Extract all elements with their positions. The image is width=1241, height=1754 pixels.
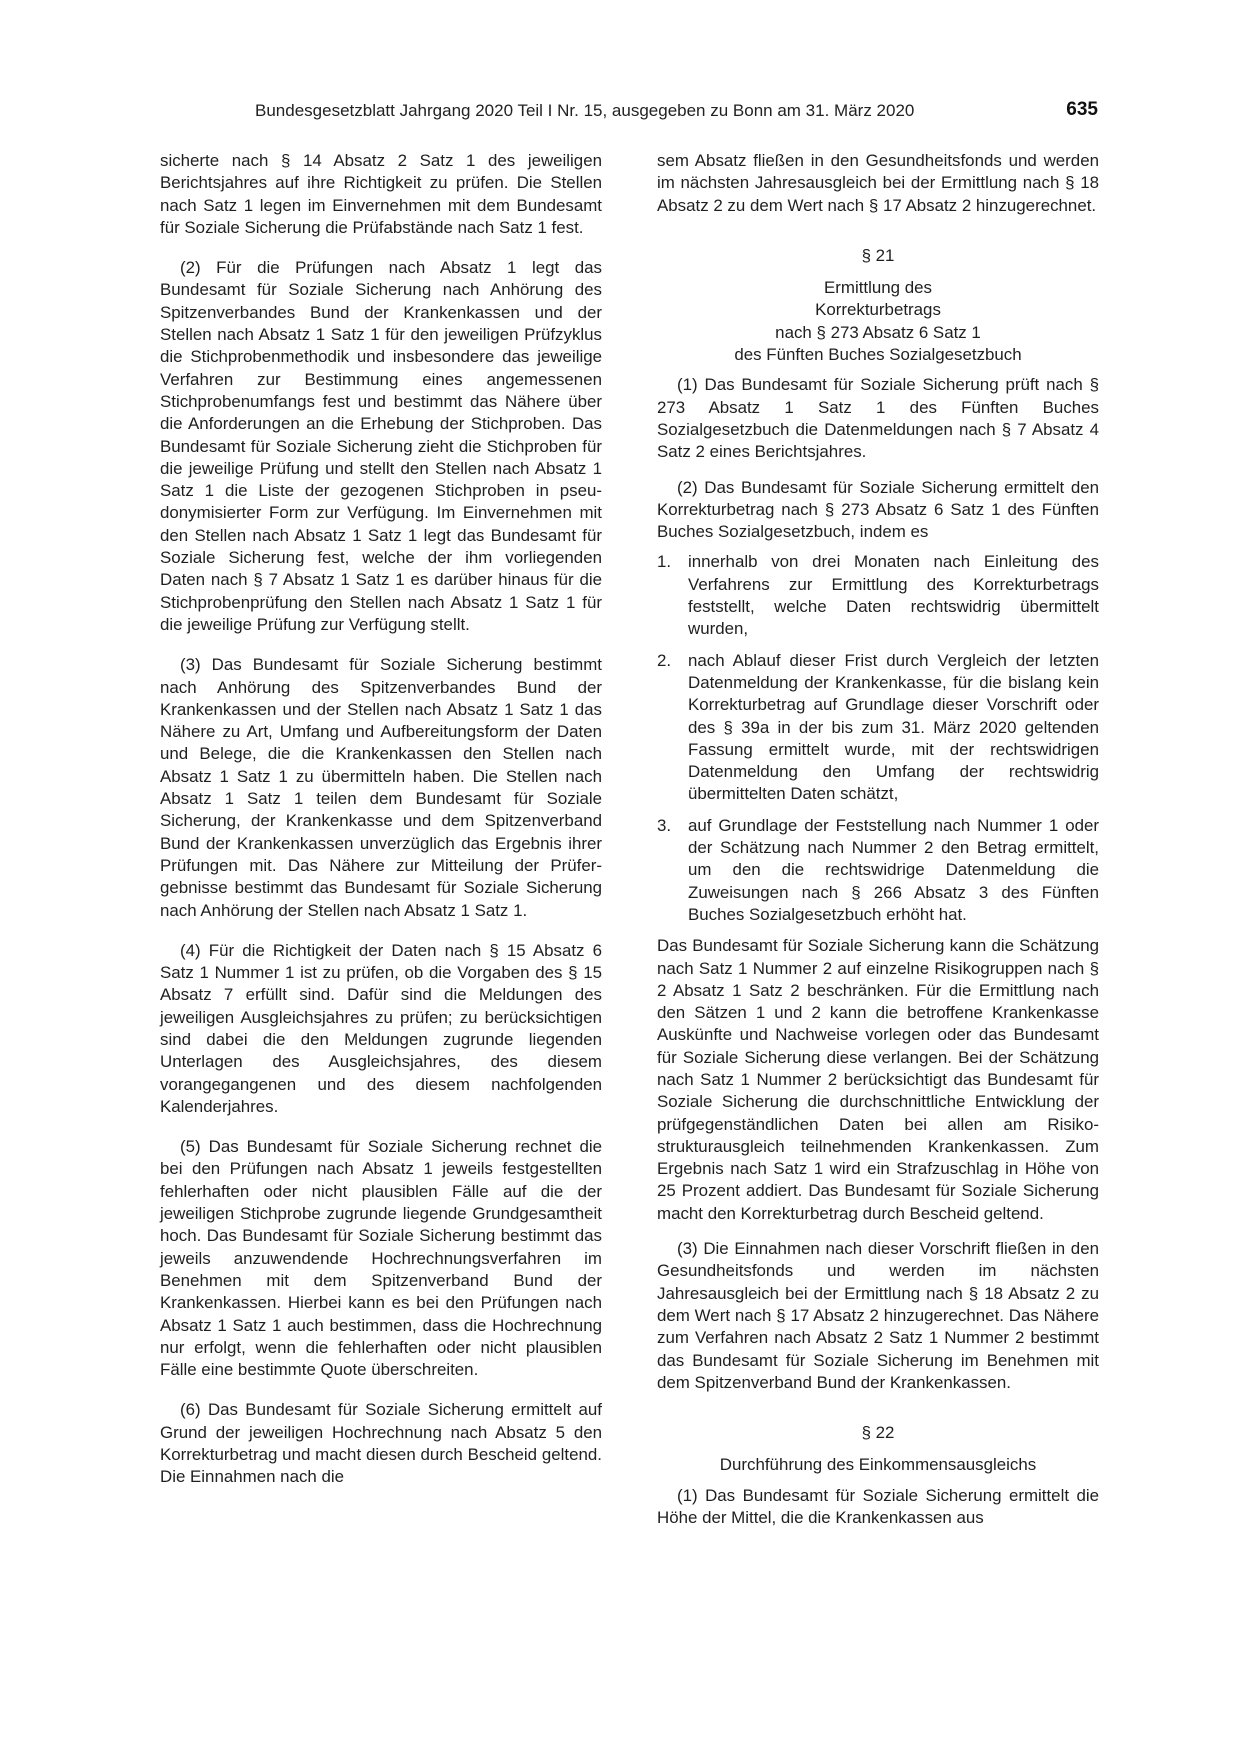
page-number: 635	[1066, 99, 1098, 120]
list-item-number: 3.	[657, 815, 672, 835]
list-item-number: 1.	[657, 552, 672, 572]
list-item-text: auf Grundlage der Feststellung nach Nummer 1 oder der Schätzung nach Nummer 2 den Betrag ermittelt, um den die rechtswidrige Datenmeldung die Zuweisungen nach § 266 Absatz 3 des Fünften Buches Sozialgesetzbuch erhöht hat.	[688, 815, 1099, 924]
s21-absatz-3: (3) Die Einnahmen nach dieser Vorschrift fließen in den Gesundheitsfonds und werden im nächsten Jahresausgleich bei der Ermittlung nach § 18 Absatz 2 zu dem Wert nach § 17 Absatz 2 hinzugerechnet. Das Nähere zum Verfahren nach Absatz 2 Satz 1 Nummer 2 bestimmt das Bundesamt für Soziale Sicherung im Benehmen mit dem Spitzenverband Bund der Krankenkassen.	[657, 1239, 1099, 1392]
paragraph-continued: sicherte nach § 14 Absatz 2 Satz 1 des jeweiligen Berichtsjahres auf ihre Richtigkeit zu prüfen. Die Stellen nach Satz 1 legen im Einvernehmen mit dem Bundesamt für Soziale Sicherung die Prüfabstände nach Satz 1 fest.	[160, 151, 602, 237]
section-title-21	[657, 277, 1099, 366]
list-item	[657, 815, 1099, 926]
right-column	[657, 150, 1099, 1529]
paragraph-absatz-5: (5) Das Bundesamt für Soziale Sicherung rechnet die bei den Prüfungen nach Absatz 1 jeweils festgestellten fehlerhaften oder nicht plausiblen Fälle auf die der jeweiligen Stichprobe zugrunde liegende Grundgesamtheit hoch. Das Bundesamt für Soziale Sicherung bestimmt das jeweils anzuwendende Hochrechnungsverfahren im Benehmen mit dem Spitzenverband Bund der Krankenkassen. Hierbei kann es bei den Prüfungen nach Absatz 1 Satz 1 auch bestimmen, dass die Hochrechnung nur erfolgt, wenn die fehlerhaften oder nicht plausiblen Fälle eine bestimmte Quote überschreiten.	[160, 1137, 602, 1380]
list-item-text: nach Ablauf dieser Frist durch Vergleich der letzten Datenmeldung der Krankenkasse, für die bislang kein Korrekturbetrag auf Grundlage dieser Vorschrift oder des § 39a in der bis zum 31. März 2020 geltenden Fassung ermittelt wurde, mit der rechtswidrigen Datenmeldung den Umfang der rechtswidrig übermittelten Daten schätzt,	[688, 650, 1099, 804]
section-number-22: § 22	[861, 1423, 895, 1443]
paragraph-absatz-3: (3) Das Bundesamt für Soziale Sicherung bestimmt nach Anhörung des Spitzenverbandes Bund der Krankenkassen und der Stellen nach Absatz 1 Satz 1 das Nähere zu Art, Umfang und Aufbereitungsform der Daten und Belege, die die Krankenkassen den Stellen nach Absatz 1 Satz 1 zu übermitteln haben. Die Stellen nach Absatz 1 Satz 1 teilen dem Bundesamt für Soziale Sicherung, der Krankenkasse und dem Spitzenverband Bund der Krankenkassen unverzüglich das Ergebnis ihrer Prüfungen mit. Das Nähere zur Mitteilung der Prüfergebnisse bestimmt das Bundesamt für Soziale Sicherung nach Anhörung der Stellen nach Absatz 1 Satz 1.	[160, 655, 602, 920]
s22-absatz-1: (1) Das Bundesamt für Soziale Sicherung ermittelt die Höhe der Mittel, die die Krankenkassen aus	[657, 1485, 1099, 1528]
paragraph-continued-right: sem Absatz fließen in den Gesundheitsfonds und werden im nächsten Jahresausgleich bei der Ermittlung nach § 18 Absatz 2 zu dem Wert nach § 17 Absatz 2 hinzugerechnet.	[657, 151, 1099, 215]
paragraph-absatz-4: (4) Für die Richtigkeit der Daten nach § 15 Absatz 6 Satz 1 Nummer 1 ist zu prüfen, ob die Vorgaben des § 15 Absatz 7 erfüllt sind. Dafür sind die Meldungen des jeweiligen Ausgleichsjahres zu prüfen; zu berücksichtigen sind dabei die den Meldungen zugrunde liegenden Unterlagen des Ausgleichsjahres, des diesem vorangegangenen und des diesem nachfolgenden Kalenderjahres.	[160, 940, 602, 1116]
section-title-line: Durchführung des Einkommensausgleichs	[719, 1455, 1037, 1475]
list-item	[657, 650, 1099, 806]
section-title-22	[657, 1454, 1099, 1476]
section-number-21: § 21	[861, 245, 895, 265]
s21-absatz-2: (2) Das Bundesamt für Soziale Sicherung ermittelt den Korrekturbetrag nach § 273 Absatz 6 Satz 1 des Fünften Buches Sozialgesetzbuch, indem es	[657, 477, 1099, 542]
section-title-line: nach § 273 Absatz 6 Satz 1	[775, 322, 981, 342]
section-title-line: Ermittlung des	[824, 278, 932, 298]
s21-absatz-1: (1) Das Bundesamt für Soziale Sicherung prüft nach § 273 Absatz 1 Satz 1 des Fünften Buches Sozialgesetzbuch die Datenmeldungen nach § 7 Absatz 4 Satz 2 eines Berichtsjahres.	[657, 375, 1099, 462]
list-item-number: 2.	[657, 650, 672, 670]
section-title-line: des Fünften Buches Sozialgesetzbuch	[734, 345, 1022, 365]
gazette-title: Bundesgesetzblatt Jahrgang 2020 Teil I Nr. 15, ausgegeben zu Bonn am 31. März 2020	[255, 101, 915, 120]
paragraph-absatz-6: (6) Das Bundesamt für Soziale Sicherung ermittelt auf Grund der jeweiligen Hochrechnung nach Absatz 5 den Korrekturbetrag und macht diesen durch Bescheid geltend. Die Einnahmen nach die	[160, 1400, 602, 1487]
paragraph-absatz-2: (2) Für die Prüfungen nach Absatz 1 legt das Bundesamt für Soziale Sicherung nach Anhörung des Spitzenverbandes Bund der Krankenkassen und der Stellen nach Absatz 1 Satz 1 für den jeweiligen Prüfzyklus die Stichprobenmethodik und insbesondere das jeweilige Verfahren zur Bestimmung eines angemessenen Stichprobenumfangs fest und bestimmt das Nähere über die Anforderungen an die Erhebung der Stichproben. Das Bundesamt für Soziale Sicherung zieht die Stichproben für die jeweilige Prüfung und stellt den Stellen nach Absatz 1 Satz 1 die Liste der gezogenen Stichproben in pseudonymisierter Form zur Verfügung. Im Einvernehmen mit den Stellen nach Absatz 1 Satz 1 legt das Bundesamt für Soziale Sicherung fest, welche der ihm vorliegenden Daten nach § 7 Absatz 1 Satz 1 es darüber hinaus für die Stichprobenprüfung den Stellen nach Absatz 1 Satz 1 für die jeweilige Prüfung zur Verfügung stellt.	[160, 258, 602, 634]
numbered-list	[657, 551, 1099, 926]
left-column	[160, 150, 602, 1489]
list-item	[657, 551, 1099, 640]
page-header	[160, 98, 1106, 128]
s21-absatz-2-continued: Das Bundesamt für Soziale Sicherung kann die Schätzung nach Satz 1 Nummer 2 auf einzelne Risikogruppen nach § 2 Absatz 1 Satz 2 beschränken. Für die Ermittlung nach den Sätzen 1 und 2 kann die betroffene Krankenkasse Auskünfte und Nachweise vorlegen oder das Bundesamt für Soziale Sicherung diese verlangen. Bei der Schätzung nach Satz 1 Nummer 2 berücksichtigt das Bundesamt für Soziale Sicherung die durchschnittliche Entwicklung der prüfgegenständlichen Daten bei allen am Risikostrukturausgleich teilnehmenden Krankenkassen. Zum Ergebnis nach Satz 1 wird ein Strafzuschlag in Höhe von 25 Prozent addiert. Das Bundesamt für Soziale Sicherung macht den Korrekturbetrag durch Bescheid geltend.	[657, 936, 1099, 1223]
section-title-line: Korrekturbetrags	[815, 300, 941, 320]
list-item-text: innerhalb von drei Monaten nach Einleitung des Verfahrens zur Ermittlung des Korrekturbetrags feststellt, welche Daten rechtswidrig übermittelt wurden,	[688, 552, 1099, 639]
